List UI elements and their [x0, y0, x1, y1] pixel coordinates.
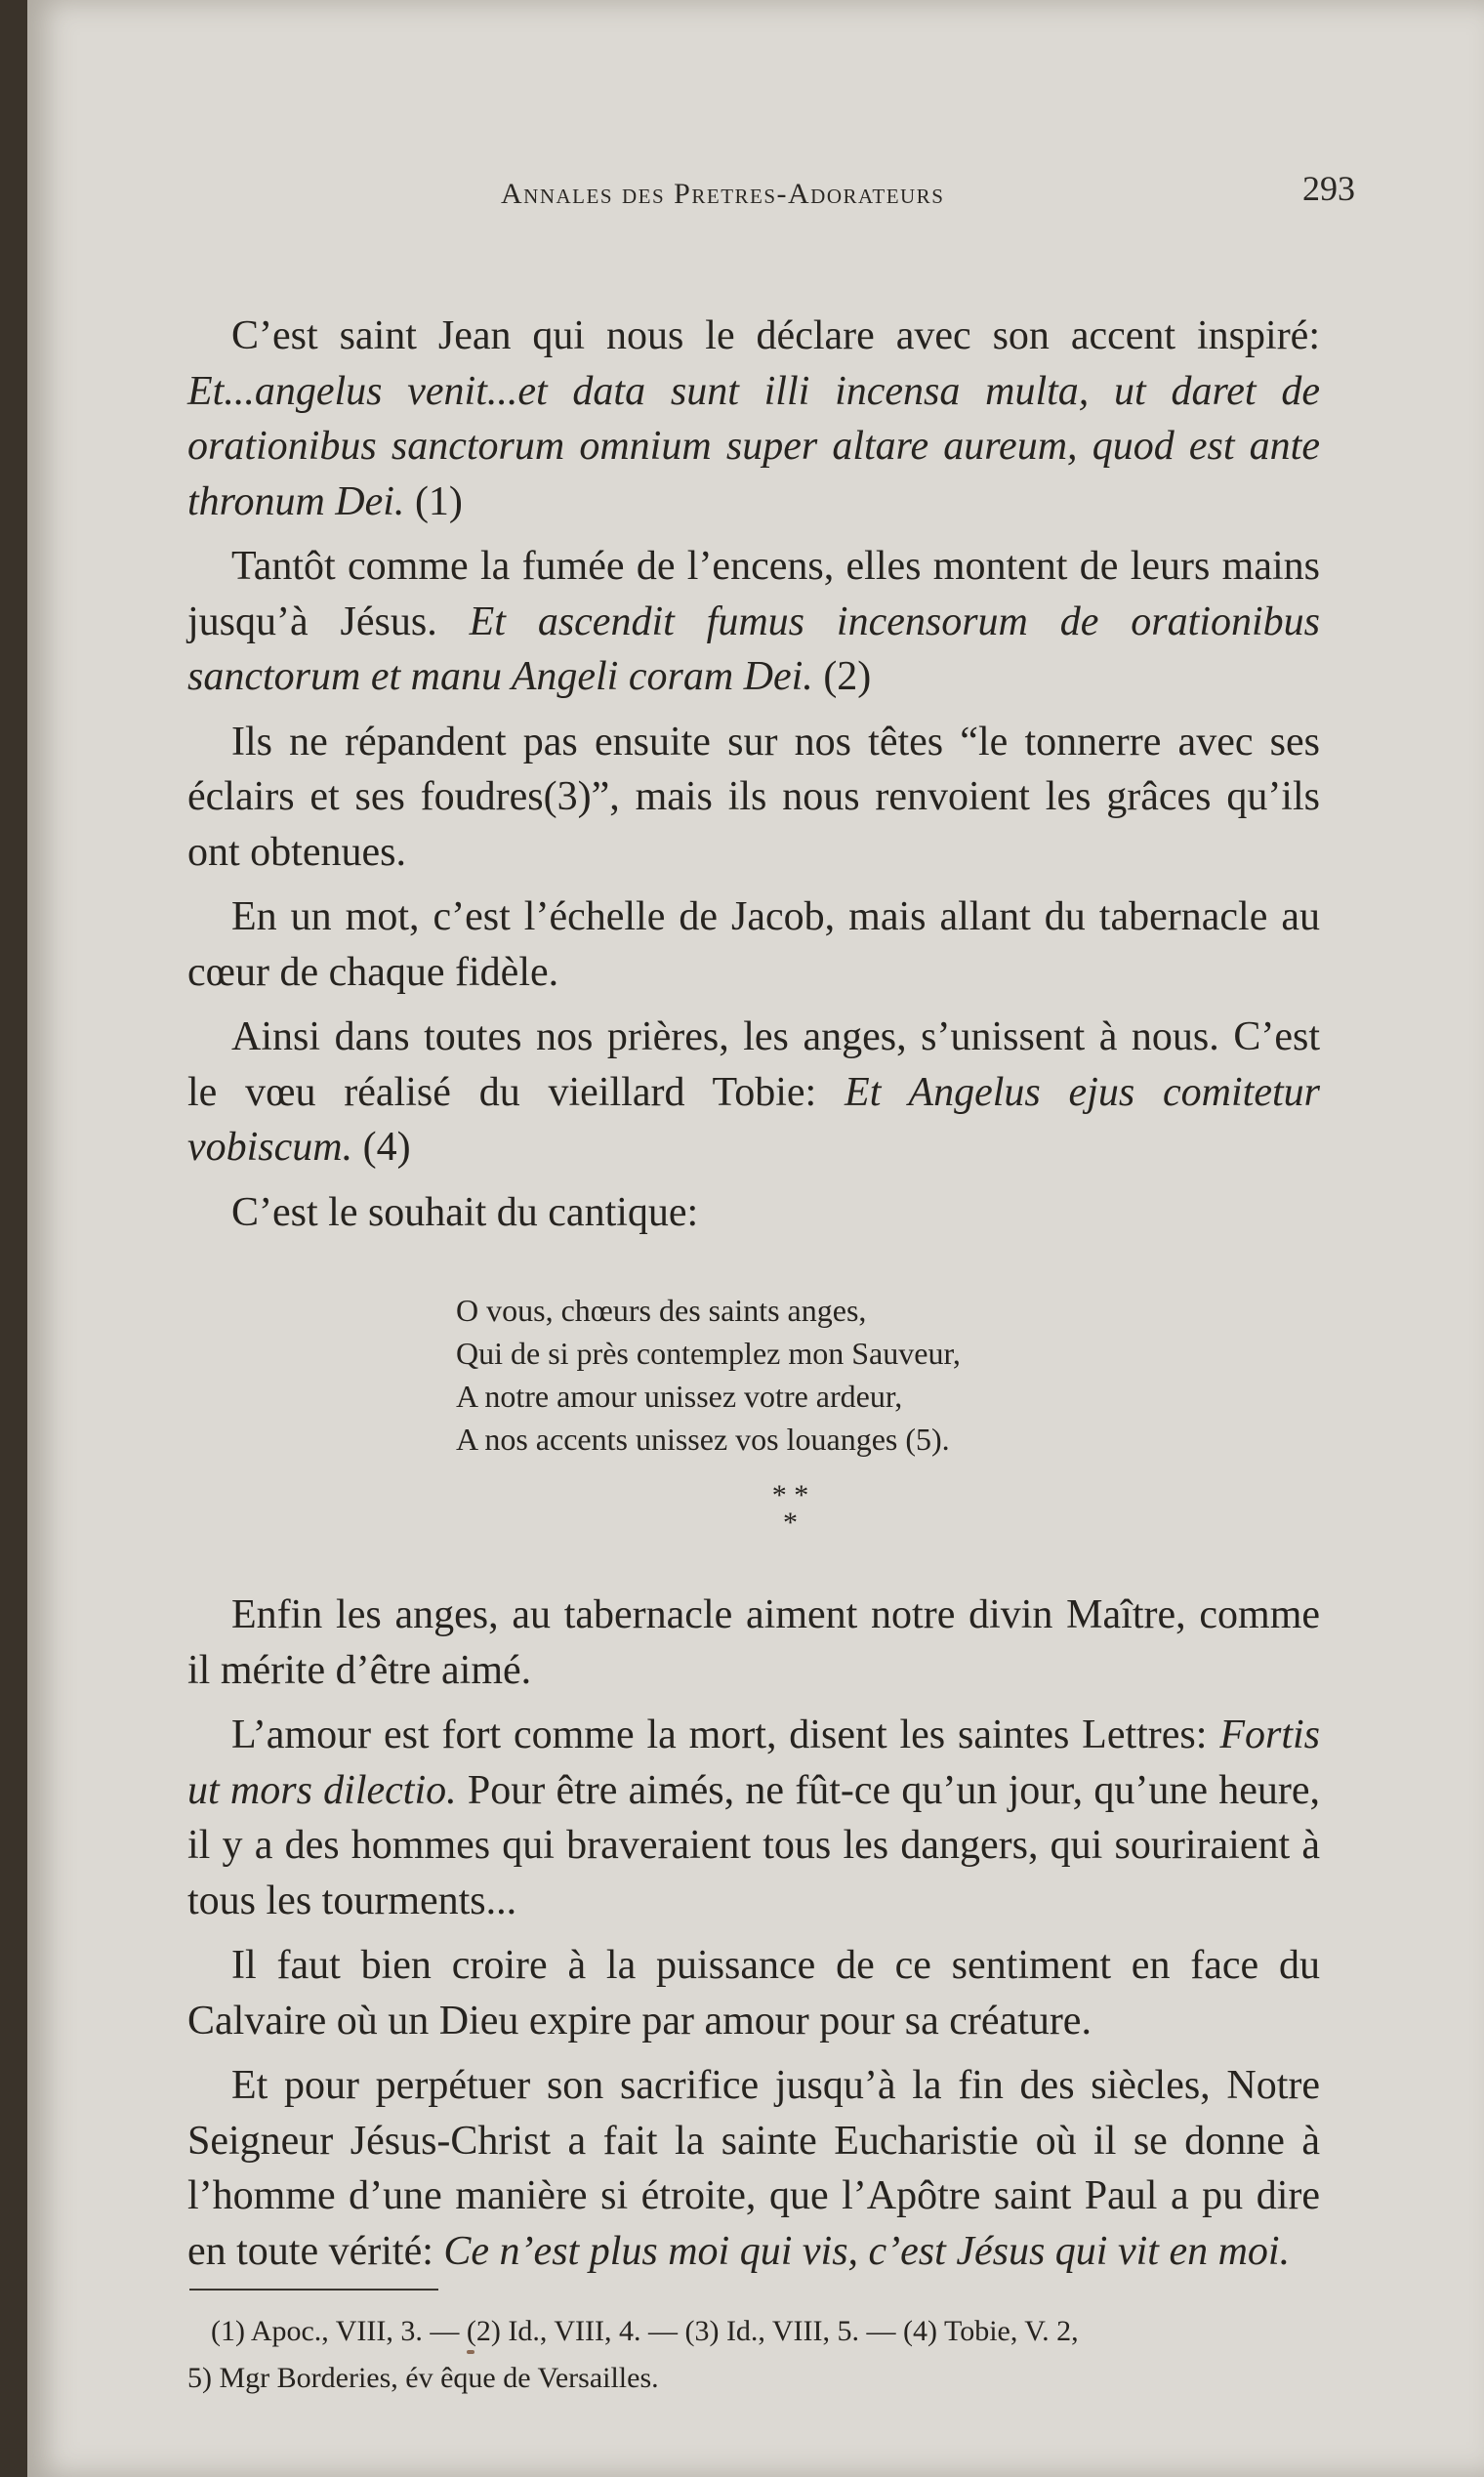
verse-line: O vous, chœurs des saints anges,	[456, 1293, 867, 1328]
footnote-line: 5) Mgr Borderies, év êque de Versailles.	[187, 2362, 659, 2394]
asterism-bottom: *	[783, 1507, 798, 1539]
running-title: Annales des Pretres-Adorateurs	[501, 178, 945, 210]
paragraph-9: Il faut bien croire à la puissance de ce sentiment en face du Calvaire où un Dieu expire par amour pour sa créature.	[187, 1943, 1320, 2044]
verse-line: A notre amour unissez votre ardeur,	[456, 1379, 903, 1414]
paragraph-7: Enfin les anges, au tabernacle aiment notre divin Maître, comme il mérite d’être aimé.	[187, 1592, 1320, 1693]
asterism-separator	[187, 1479, 1320, 1539]
page-number: 293	[1302, 169, 1355, 208]
asterism-top: * *	[771, 1479, 809, 1511]
footnote-line: (1) Apoc., VIII, 3. — (2) Id., VIII, 4. — (3) Id., VIII, 5. — (4) Tobie, V. 2,	[211, 2315, 1079, 2347]
paragraph-4: En un mot, c’est l’échelle de Jacob, mais allant du tabernacle au cœur de chaque fidèle.	[187, 894, 1320, 995]
paragraph-1: C’est saint Jean qui nous le déclare avec son accent inspiré: Et...angelus venit...et data sunt illi incensa multa, ut daret de orationibus sanctorum omnium super altare aureum, quod est ante thronum Dei. (1)	[187, 313, 1320, 524]
hymn-verse	[187, 1289, 1320, 1461]
footnotes	[187, 2308, 1320, 2402]
paragraph-2: Tantôt comme la fumée de l’encens, elles montent de leurs mains jusqu’à Jésus. Et ascendit fumus incensorum de orationibus sanctorum et manu Angeli coram Dei. (2)	[187, 544, 1320, 699]
verse-line: A nos accents unissez vos louanges (5).	[456, 1422, 950, 1457]
paragraph-5: Ainsi dans toutes nos prières, les anges, s’unissent à nous. C’est le vœu réalisé du vieillard Tobie: Et Angelus ejus comitetur vobiscum. (4)	[187, 1014, 1321, 1170]
footnote-rule	[189, 2289, 438, 2291]
binding-gutter	[0, 0, 27, 2477]
verse-line: Qui de si près contemplez mon Sauveur,	[456, 1336, 961, 1371]
paragraph-3: Ils ne répandent pas ensuite sur nos têtes “le tonnerre avec ses éclairs et ses foudres(3)”, mais ils nous renvoient les grâces qu’ils ont obtenues.	[187, 719, 1320, 875]
paragraph-8: L’amour est fort comme la mort, disent les saintes Lettres: Fortis ut mors dilectio. Pour être aimés, ne fût-ce qu’un jour, qu’une heure, il y a des hommes qui braveraient tous les dangers, qui souriraient à tous les tourments...	[187, 1713, 1320, 1923]
paragraph-6: C’est le souhait du cantique:	[231, 1189, 699, 1235]
page-body	[187, 309, 1320, 2402]
paragraph-10: Et pour perpétuer son sacrifice jusqu’à la fin des siècles, Notre Seigneur Jésus-Christ a fait la sainte Eucharistie où il se donne à l’homme d’une manière si étroite, que l’Apôtre saint Paul a pu dire en toute vérité: Ce n’est plus moi qui vis, c’est Jésus qui vit en moi.	[187, 2063, 1320, 2274]
